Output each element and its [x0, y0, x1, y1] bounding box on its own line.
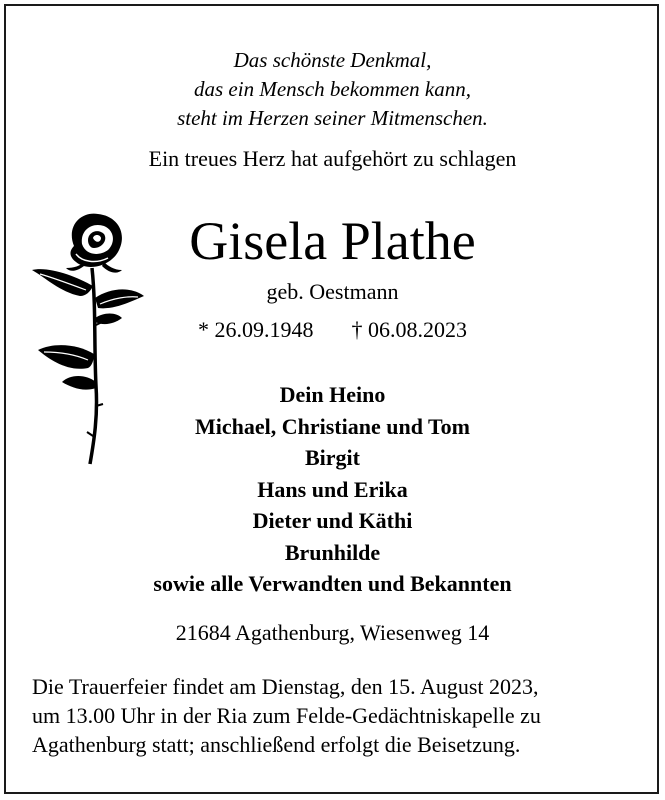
quote-line: Das schönste Denkmal,	[233, 48, 432, 72]
mourner-line: Hans und Erika	[257, 476, 408, 502]
mourners-list	[0, 379, 665, 600]
funeral-line: Die Trauerfeier findet am Dienstag, den 15. August 2023,	[32, 674, 539, 699]
mourner-line: Birgit	[305, 445, 360, 470]
quote-line: das ein Mensch bekommen kann,	[194, 77, 471, 101]
intro-text: Ein treues Herz hat aufgehört zu schlagen	[148, 146, 517, 171]
death-date: † 06.08.2023	[351, 317, 467, 342]
mourner-line: sowie alle Verwandten und Bekannten	[153, 571, 512, 596]
memorial-quote	[0, 46, 665, 133]
funeral-info	[32, 672, 642, 759]
family-address: 21684 Agathenburg, Wiesenweg 14	[175, 620, 490, 645]
mourner-line: Dein Heino	[279, 382, 386, 407]
mourner-line: Dieter und Käthi	[252, 508, 413, 533]
birth-date: * 26.09.1948	[198, 317, 314, 342]
deceased-name: Gisela Plathe	[189, 211, 476, 271]
birth-name: geb. Oestmann	[266, 279, 399, 304]
mourner-line: Brunhilde	[284, 539, 381, 565]
quote-line: steht im Herzen seiner Mitmenschen.	[177, 106, 488, 130]
funeral-line: um 13.00 Uhr in der Ria zum Felde-Gedächtniskapelle zu	[32, 703, 541, 728]
funeral-line: Agathenburg statt; anschließend erfolgt die Beisetzung.	[32, 732, 521, 757]
life-dates	[0, 317, 665, 343]
mourner-line: Michael, Christiane und Tom	[194, 413, 471, 439]
